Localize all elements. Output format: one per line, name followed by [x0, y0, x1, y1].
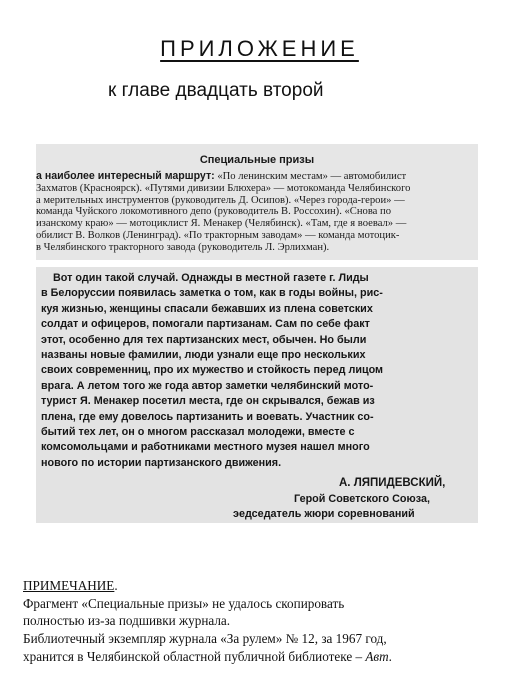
- note-heading-line: [23, 577, 392, 595]
- clipping-line-text: Захматов (Красноярск). «Путями дивизии Блюхера» — мотокоманда Челябинского: [36, 182, 411, 194]
- clipping-lines: [36, 171, 478, 254]
- article-line: бытий тех лет, он о многом рассказал молодежи, вместе с: [41, 426, 355, 439]
- article-line: названы новые фамилии, люди узнали еще про нескольких: [41, 349, 366, 362]
- signature-name: А. ЛЯПИДЕВСКИЙ,: [339, 477, 446, 489]
- signature-role: эедседатель жюри соревнований: [233, 508, 415, 520]
- clipping-heading: Специальные призы: [199, 154, 315, 166]
- clipping-line-text: обилист В. Волков (Ленинград). «По тракторным заводам» — команда мотоцик-: [36, 229, 400, 241]
- note-line-3: Библиотечный экземпляр журнала «За рулем» № 12, за 1967 год,: [23, 631, 387, 647]
- note-line-2: полностью из-за подшивки журнала.: [23, 613, 231, 629]
- clipping-line-text: а мерительных инструментов (руководитель Д. Осипов). «Через города-герои» —: [36, 194, 405, 206]
- clipping-line-text: «По ленинским местам» — автомобилист: [214, 171, 407, 182]
- article-line: нового по истории партизанского движения.: [41, 456, 282, 469]
- clipping-line-text: в Челябинского тракторного завода (руководитель Л. Эрлихман).: [36, 241, 330, 253]
- note-line-4: [23, 648, 392, 666]
- clipping-line: [36, 183, 478, 195]
- page-subtitle: к главе двадцать второй: [108, 80, 324, 101]
- clipping-article: [36, 267, 478, 523]
- article-line: турист Я. Менакер посетил места, где он скрывался, бежав из: [41, 395, 375, 408]
- article-line: комсомольцами и работниками местного музея нашел много: [41, 441, 370, 454]
- clipping-line: [36, 195, 478, 207]
- signature-title: Герой Советского Союза,: [294, 493, 430, 505]
- article-line: плена, где ему довелось партизанить и воевать. Участник со-: [41, 410, 374, 423]
- note-heading-suffix: .: [114, 578, 118, 593]
- article-line: Вот один такой случай. Однажды в местной газете г. Лиды: [41, 272, 369, 284]
- clipping-line: [36, 206, 478, 218]
- page-title: [0, 36, 519, 62]
- article-line: солдат и офицеров, помогали партизанам. Сам по себе факт: [41, 318, 370, 331]
- clipping-line-text: изанскому краю» — мотоциклист Я. Менакер (Челябинск). «Там, где я воевал» —: [36, 218, 407, 230]
- note-author-abbrev: Авт: [365, 648, 389, 664]
- note-heading: ПРИМЕЧАНИЕ: [23, 578, 115, 593]
- note-line-4-end: .: [388, 648, 392, 664]
- clipping-line: [36, 218, 478, 230]
- clipping-line: [36, 242, 478, 254]
- article-line: своих современниц, про их мужество и стойкость перед лицом: [41, 364, 384, 377]
- clipping-line: [36, 171, 478, 183]
- article-line: куя жизнью, женщины спасали бежавших из плена советских: [41, 302, 373, 315]
- article-line: этот, особенно для тех партизанских мест, обычен. Но были: [41, 333, 367, 346]
- article-lines: [36, 271, 478, 471]
- clipping-line-lead: а наиболее интересный маршрут:: [36, 170, 215, 182]
- note-line-1: Фрагмент «Специальные призы» не удалось скопировать: [23, 595, 345, 611]
- note-block: [23, 577, 392, 666]
- article-line: врага. А летом того же года автор заметки челябинский мото-: [41, 379, 374, 392]
- clipping-special-prizes: [36, 144, 478, 260]
- note-line-4-text: хранится в Челябинской областной публичной библиотеке –: [23, 648, 366, 664]
- clipping-line-text: команда Чуйского локомотивного депо (руководитель В. Россохин). «Снова по: [36, 206, 392, 218]
- page-title-text: ПРИЛОЖЕНИЕ: [160, 36, 359, 61]
- article-line: в Белоруссии появилась заметка о том, как в годы войны, рис-: [41, 287, 383, 300]
- clipping-line: [36, 230, 478, 242]
